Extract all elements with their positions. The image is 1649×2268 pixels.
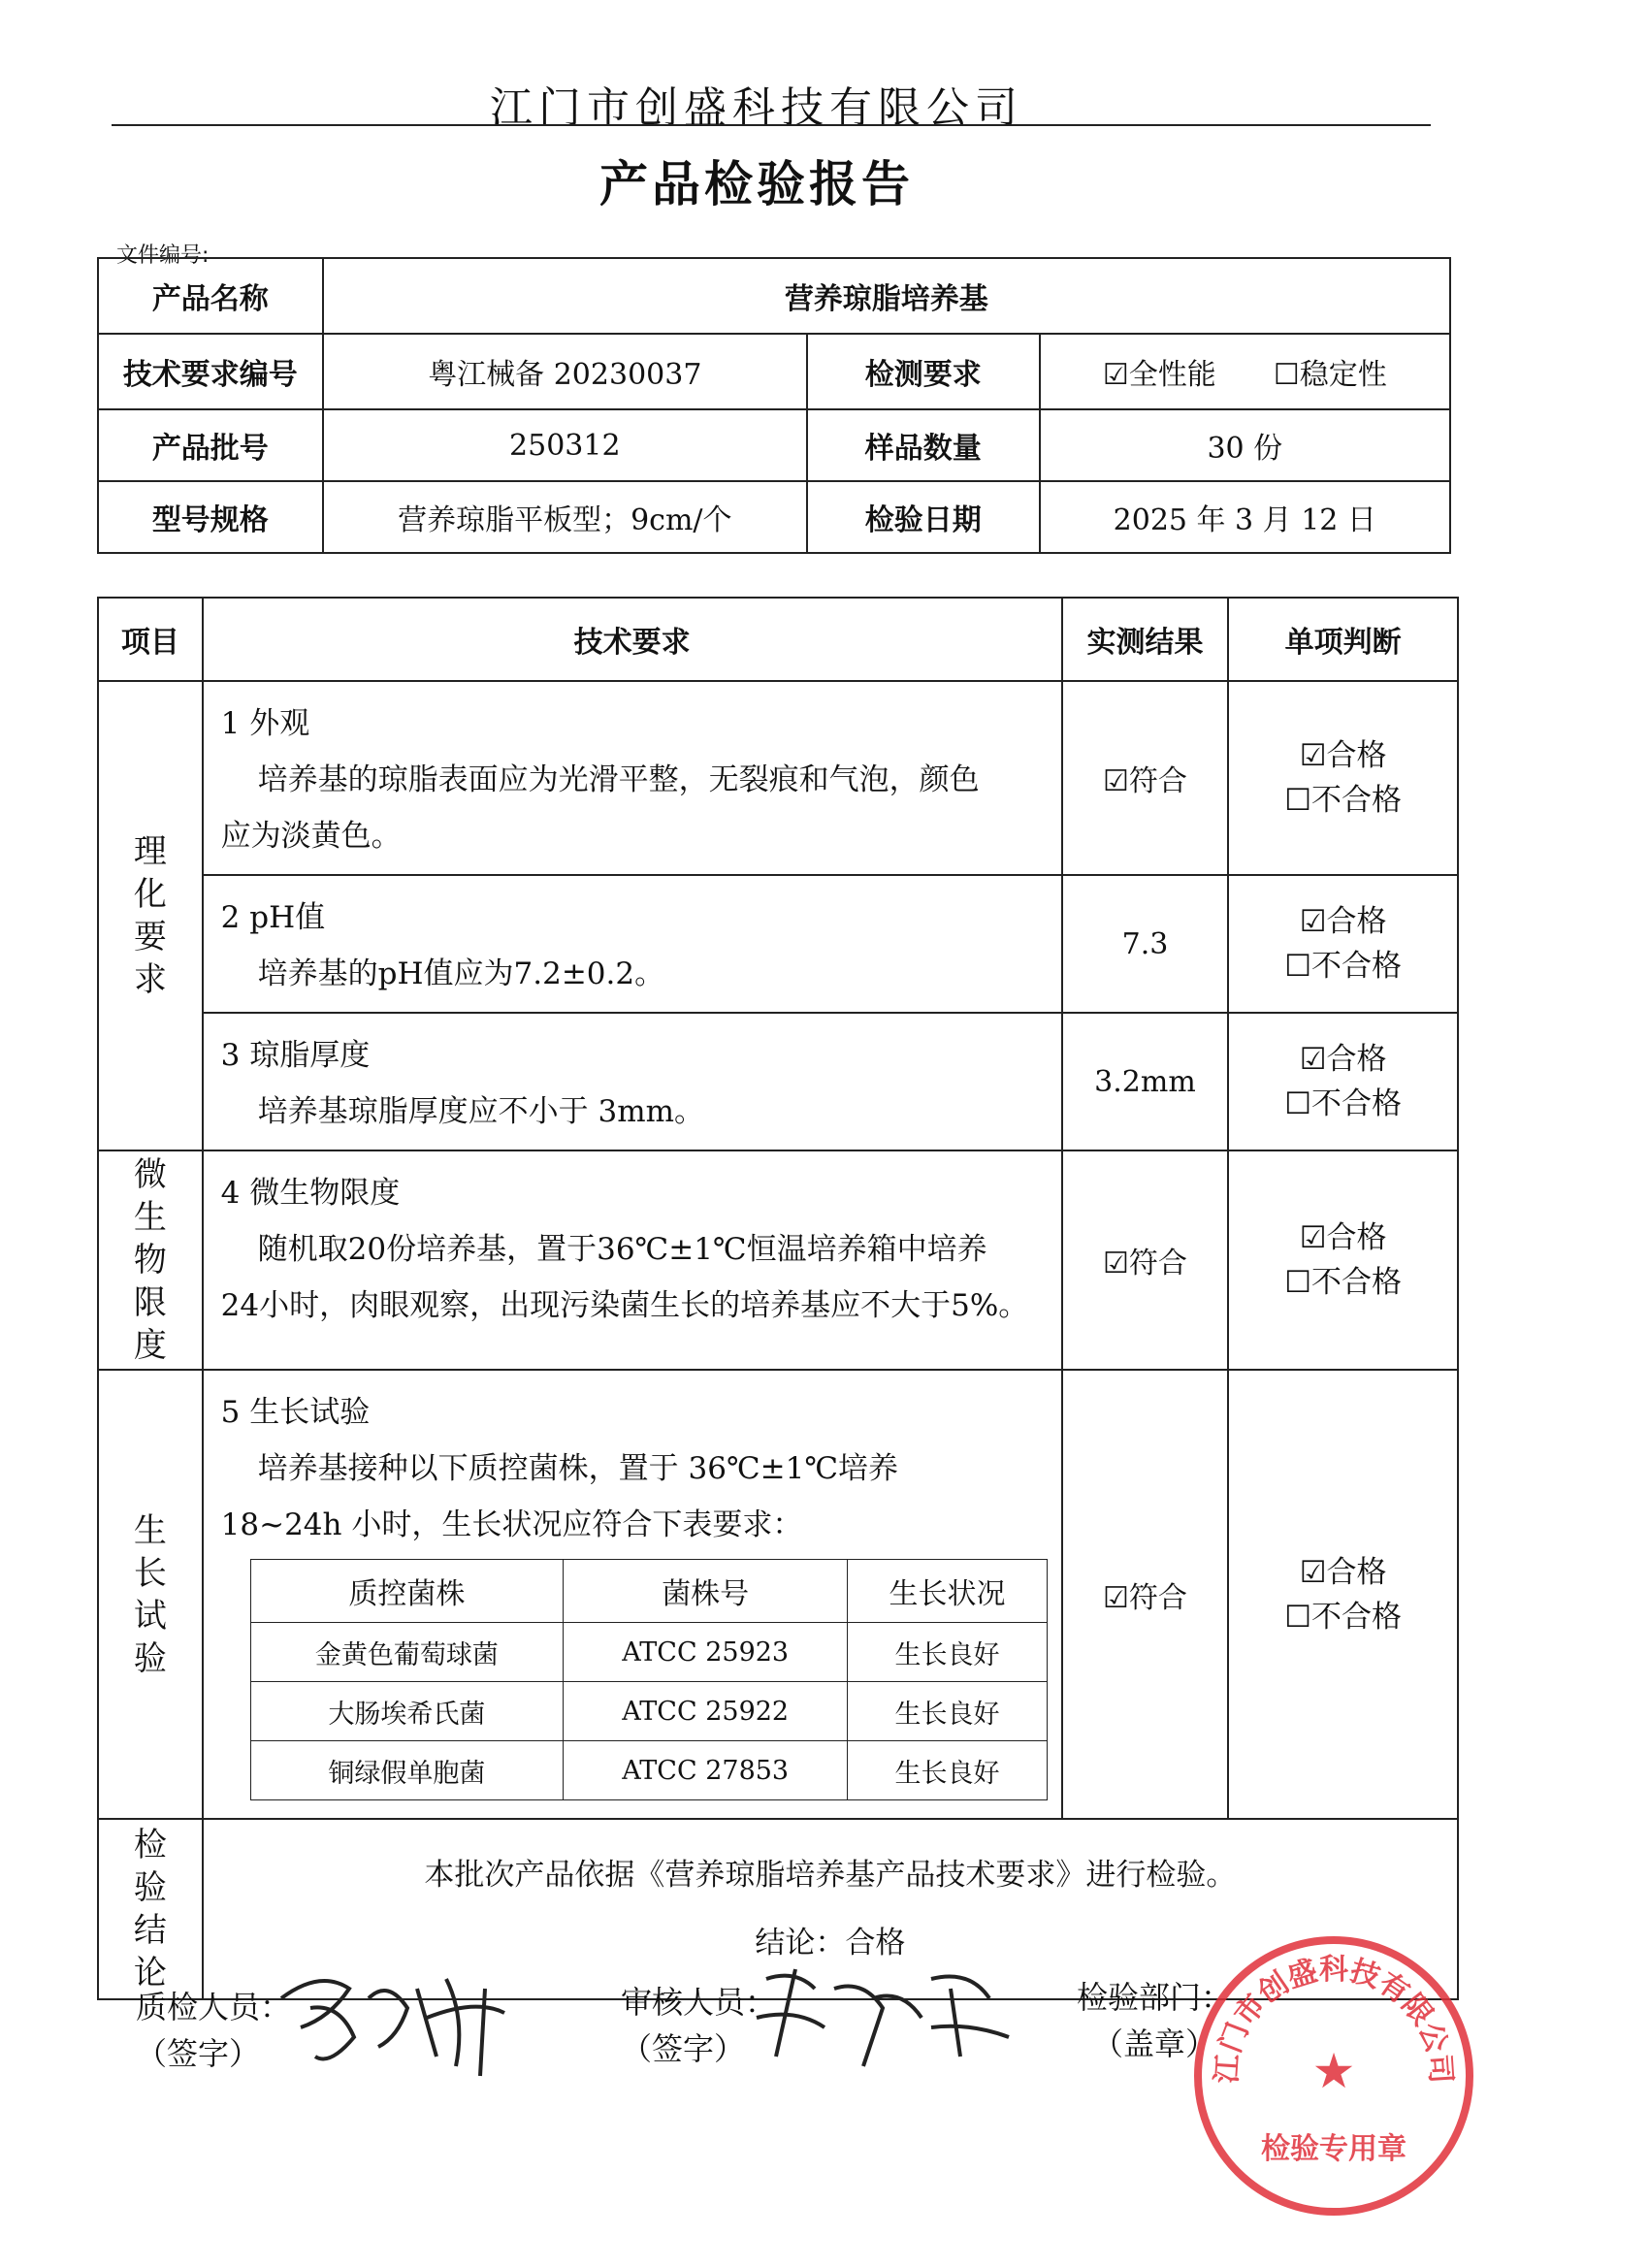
result-thickness: 3.2mm: [1062, 1013, 1229, 1150]
req-ph: [203, 875, 1062, 1013]
result-ph: 7.3: [1062, 875, 1229, 1013]
header-divider: [112, 124, 1431, 126]
tech-no-label: 技术要求编号: [98, 334, 323, 409]
strain-code: ATCC 25922: [564, 1682, 848, 1741]
seal-text-top: 江门市创盛科技有限公司: [1210, 1953, 1458, 2085]
pass-checkbox: ☑合格: [1299, 904, 1387, 939]
header-judge: 单项判断: [1228, 598, 1458, 681]
strain-header: 生长状况: [848, 1560, 1047, 1623]
test-req-label: 检测要求: [807, 334, 1040, 409]
req-microbe: [203, 1150, 1062, 1370]
group-conclusion-label: 检验结论: [133, 1826, 167, 1993]
fail-checkbox: ☐不合格: [1284, 1265, 1403, 1300]
header-tech: 技术要求: [203, 598, 1062, 681]
seal-star: ★: [1311, 2043, 1356, 2099]
batch-label: 产品批号: [98, 409, 323, 481]
group-growth: [98, 1370, 203, 1819]
reviewer-signature: [737, 1950, 1028, 2086]
inspector-label: 质检人员：: [136, 1989, 292, 2025]
test-date-value: 2025 年 3 月 12 日: [1040, 481, 1450, 553]
reviewer-label: 审核人员：: [621, 1984, 777, 2021]
pass-checkbox: ☑合格: [1299, 1042, 1387, 1077]
req-thickness: [203, 1013, 1062, 1150]
req-title: 5 生长试验: [220, 1395, 371, 1430]
inspector-signature: [262, 1960, 524, 2086]
strain-table: [250, 1559, 1048, 1800]
product-name-label: 产品名称: [98, 258, 323, 334]
dept-seal-note: （盖章）: [1092, 2025, 1217, 2062]
quantity-label: 样品数量: [807, 409, 1040, 481]
fail-checkbox: ☐不合格: [1284, 1599, 1403, 1635]
group-conclusion: [98, 1819, 203, 1999]
test-date-label: 检验日期: [807, 481, 1040, 553]
strain-header: 菌株号: [564, 1560, 848, 1623]
strain-status: 生长良好: [848, 1741, 1047, 1800]
pass-checkbox: ☑合格: [1299, 1554, 1387, 1590]
fail-checkbox: ☐不合格: [1284, 783, 1403, 818]
judge-thickness: [1228, 1013, 1458, 1150]
strain-header: 质控菌株: [250, 1560, 563, 1623]
header-result: 实测结果: [1062, 598, 1229, 681]
product-name-value: 营养琼脂培养基: [323, 258, 1450, 334]
req-text: 应为淡黄色。: [220, 819, 402, 854]
strain-code: ATCC 27853: [564, 1741, 848, 1800]
result-microbe: ☑符合: [1062, 1150, 1229, 1370]
req-title: 3 琼脂厚度: [220, 1038, 371, 1073]
group-phys: [98, 681, 203, 1150]
header-item: 项目: [98, 598, 203, 681]
fail-checkbox: ☐不合格: [1284, 949, 1403, 984]
stability-checkbox: ☐稳定性: [1273, 358, 1387, 392]
strain-name: 金黄色葡萄球菌: [250, 1623, 563, 1682]
req-title: 1 外观: [220, 706, 310, 741]
strain-status: 生长良好: [848, 1623, 1047, 1682]
strain-status: 生长良好: [848, 1682, 1047, 1741]
fail-checkbox: ☐不合格: [1284, 1086, 1403, 1121]
judge-microbe: [1228, 1150, 1458, 1370]
group-growth-label: 生长试验: [133, 1510, 167, 1678]
result-growth: ☑符合: [1062, 1370, 1229, 1819]
report-title: 产品检验报告: [599, 156, 914, 212]
result-appearance: ☑符合: [1062, 681, 1229, 875]
req-title: 2 pH值: [220, 900, 326, 935]
model-value: 营养琼脂平板型；9cm/个: [323, 481, 807, 553]
group-phys-label: 理化要求: [133, 832, 167, 999]
model-label: 型号规格: [98, 481, 323, 553]
inspection-seal: [1188, 1930, 1479, 2221]
full-performance-checkbox: ☑全性能: [1102, 358, 1216, 392]
pass-checkbox: ☑合格: [1299, 1220, 1387, 1255]
company-name: 江门市创盛科技有限公司: [490, 83, 1023, 133]
req-text: 24小时，肉眼观察，出现污染菌生长的培养基应不大于5%。: [220, 1288, 1029, 1323]
dept-label: 检验部门：: [1077, 1979, 1233, 2016]
group-micro: [98, 1150, 203, 1370]
judge-appearance: [1228, 681, 1458, 875]
conclusion-basis: 本批次产品依据《营养琼脂培养基产品技术要求》进行检验。: [424, 1858, 1237, 1893]
judge-ph: [1228, 875, 1458, 1013]
req-text: 18~24h 小时，生长状况应符合下表要求：: [220, 1507, 803, 1542]
group-micro-label: 微生物限度: [133, 1155, 167, 1365]
strain-name: 大肠埃希氏菌: [250, 1682, 563, 1741]
strain-code: ATCC 25923: [564, 1623, 848, 1682]
batch-value: 250312: [323, 409, 807, 481]
req-text: 培养基的pH值应为7.2±0.2。: [257, 956, 665, 991]
req-text: 培养基琼脂厚度应不小于 3mm。: [257, 1094, 705, 1129]
tech-no-value: 粤江械备 20230037: [323, 334, 807, 409]
conclusion-result: 结论：合格: [755, 1926, 906, 1960]
quantity-value: 30 份: [1040, 409, 1450, 481]
file-number-label: 文件编号:: [116, 243, 210, 268]
req-text: 培养基接种以下质控菌株，置于 36℃±1℃培养: [257, 1451, 899, 1486]
req-growth: [203, 1370, 1062, 1819]
strain-name: 铜绿假单胞菌: [250, 1741, 563, 1800]
req-text: 培养基的琼脂表面应为光滑平整，无裂痕和气泡，颜色: [257, 762, 980, 797]
seal-text-bottom: 检验专用章: [1261, 2132, 1406, 2166]
reviewer-sign-note: （签字）: [621, 2030, 746, 2067]
req-appearance: [203, 681, 1062, 875]
pass-checkbox: ☑合格: [1299, 738, 1387, 773]
req-text: 随机取20份培养基，置于36℃±1℃恒温培养箱中培养: [257, 1232, 987, 1267]
inspection-table: [97, 597, 1459, 2000]
inspector-sign-note: （签字）: [136, 2035, 261, 2072]
req-title: 4 微生物限度: [220, 1176, 401, 1211]
judge-growth: [1228, 1370, 1458, 1819]
product-info-table: [97, 257, 1451, 554]
test-req-options: [1040, 334, 1450, 409]
